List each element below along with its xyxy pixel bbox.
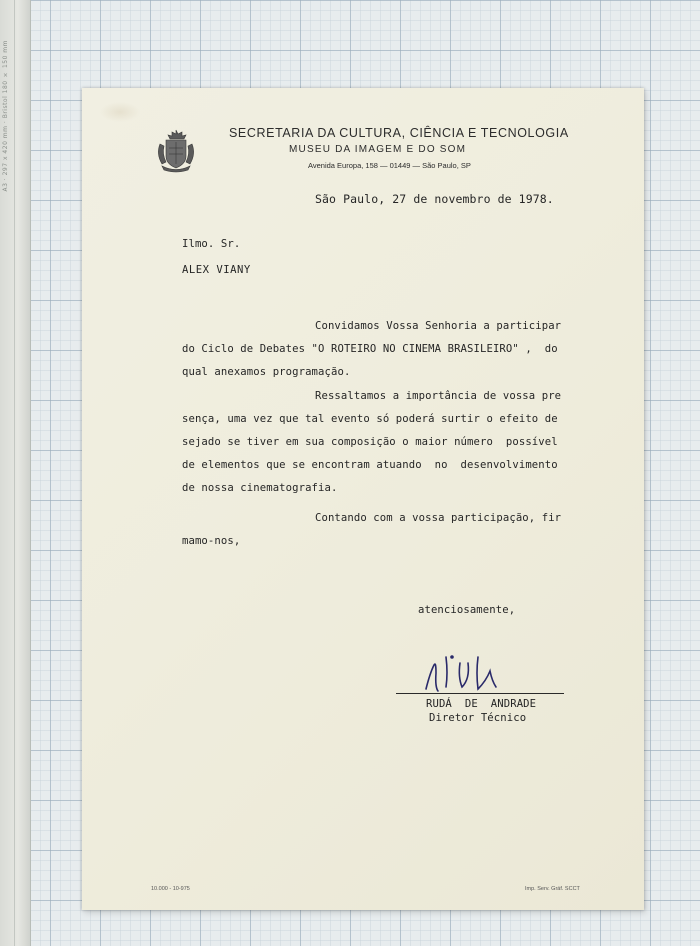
signer-title: Diretor Técnico — [429, 712, 527, 724]
paragraph-line: sejado se tiver em sua composição o maior número possível — [182, 436, 558, 448]
letter-page — [82, 88, 644, 910]
paragraph-line: de elementos que se encontram atuando no desenvolvimento — [182, 459, 558, 471]
salutation: Ilmo. Sr. — [182, 238, 241, 250]
paragraph-line: de nossa cinematografia. — [182, 482, 338, 494]
paragraph-line: qual anexamos programação. — [182, 366, 351, 378]
letterhead-museu: MUSEU DA IMAGEM E DO SOM — [289, 144, 467, 155]
closing-phrase: atenciosamente, — [418, 604, 516, 616]
paragraph-closing — [182, 512, 642, 560]
binder-label: A3 · 297 x 420 mm · Bristol 180 × 150 mm — [2, 40, 9, 192]
letterhead-address: Avenida Europa, 158 — 01449 — São Paulo, SP — [308, 161, 471, 170]
binder-strip — [0, 0, 31, 946]
coat-of-arms-icon — [152, 126, 200, 174]
paragraph-line: Ressaltamos a importância de vossa pre — [315, 390, 562, 402]
letterhead-secretaria: SECRETARIA DA CULTURA, CIÊNCIA E TECNOLOGIA — [229, 126, 569, 140]
paragraph-line: sença, uma vez que tal evento só poderá surtir o efeito de — [182, 413, 558, 425]
paragraph-line: do Ciclo de Debates "O ROTEIRO NO CINEMA BRASILEIRO" , do — [182, 343, 558, 355]
paragraph-line: mamo-nos, — [182, 535, 241, 547]
handwritten-signature — [412, 643, 572, 703]
paragraph-invitation — [182, 320, 642, 380]
signature-line — [396, 693, 564, 694]
letter-date: São Paulo, 27 de novembro de 1978. — [315, 192, 554, 206]
footer-print-run: 10.000 - 10-975 — [151, 886, 190, 892]
footer-printer: Imp. Serv. Gráf. SCCT — [525, 886, 580, 892]
addressee: ALEX VIANY — [182, 264, 251, 276]
paragraph-line: Convidamos Vossa Senhoria a participar — [315, 320, 562, 332]
paragraph-line: Contando com a vossa participação, fir — [315, 512, 562, 524]
signer-name: RUDÁ DE ANDRADE — [426, 698, 537, 710]
paper-stain — [100, 102, 140, 122]
binder-fold — [14, 0, 15, 946]
paragraph-importance — [182, 390, 642, 494]
